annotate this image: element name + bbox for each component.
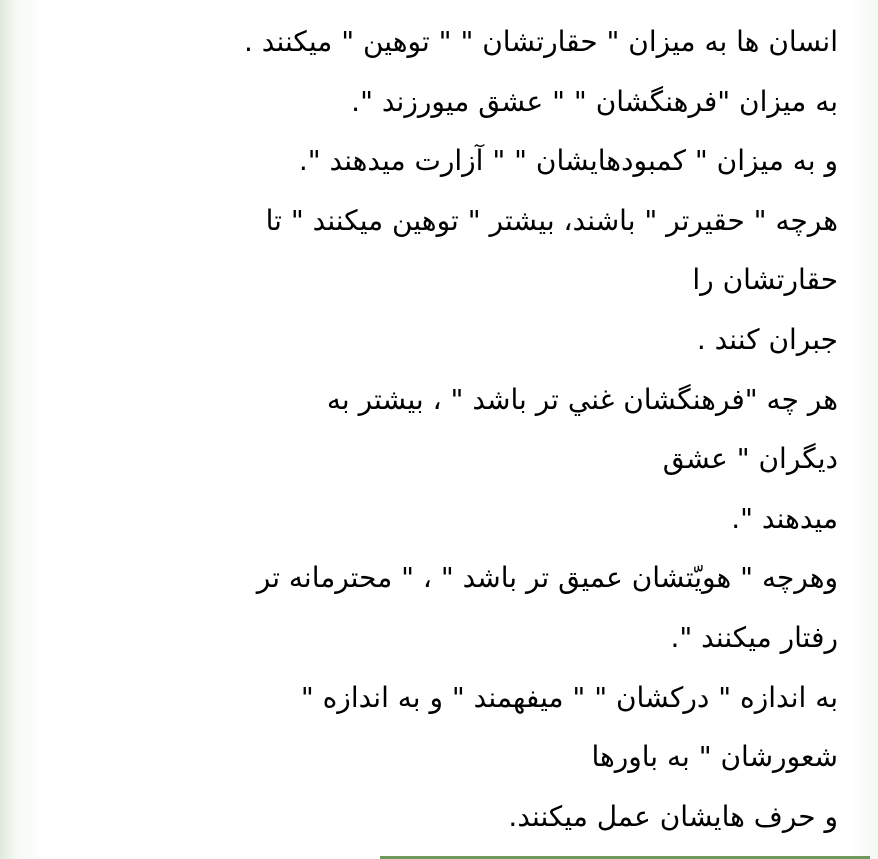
text-line: به اندازه " درکشان " " میفهمند " و به اندازه " [300,680,838,714]
text-line: رفتار میکنند ". [670,620,838,654]
text-line: حقارتشان را [692,263,838,297]
text-line: انسان ها به میزان " حقارتشان " " توهین " میکنند . [244,25,838,58]
text-line: هرچه " حقیرتر " باشند، بیشتر " توهین میکنند " تا [265,203,838,237]
text-line: و به میزان " کمبودهایشان " " آزارت میدهند ". [298,144,838,178]
text-line: میدهند ". [731,501,838,535]
text-line: دیگران " عشق [662,442,838,476]
poem-text [38,12,838,846]
text-line: هر چه "فرهنگشان غني تر باشد " ، بیشتر به [326,382,838,416]
text-line: شعورشان " به باورها [591,740,838,774]
text-line: و حرف هایشان عمل میکنند. [508,799,838,833]
text-line: جبران کنند . [696,322,838,356]
text-line: به میزان "فرهنگشان " " عشق میورزند ". [351,84,838,118]
text-line: وهرچه " هویّتشان عمیق تر باشد " ، " محترمانه تر [256,561,838,595]
